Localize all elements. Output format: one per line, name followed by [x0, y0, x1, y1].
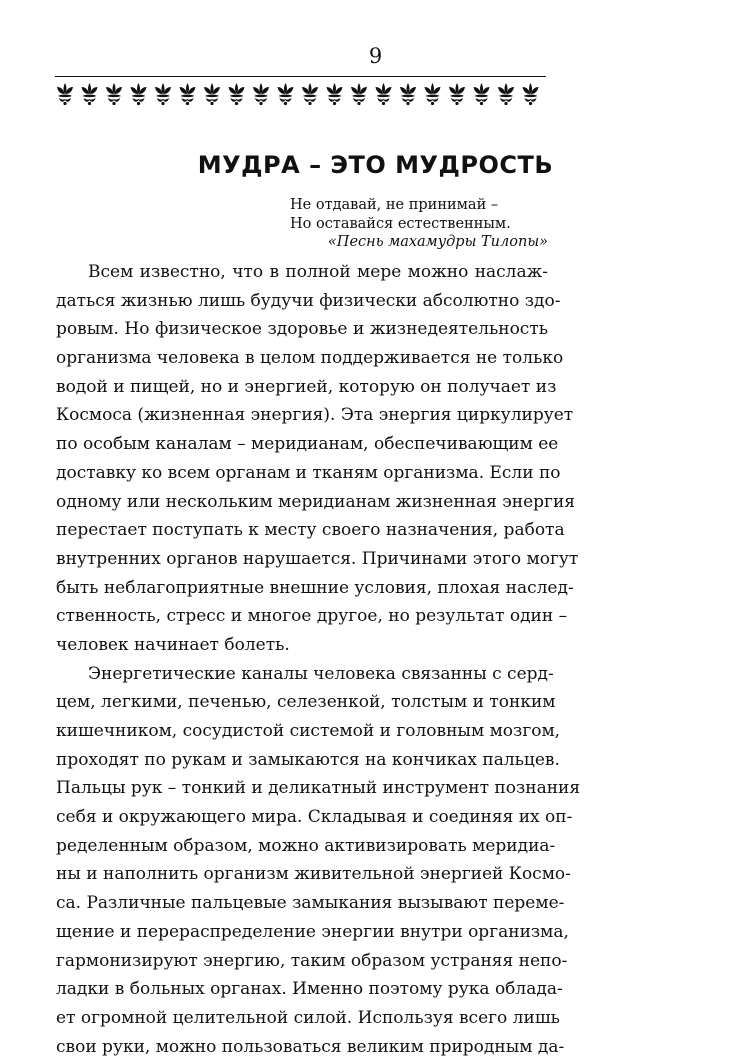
paragraph-line: Всем известно, что в полной мере можно наслаж- — [88, 262, 548, 282]
ornament-motifs — [57, 83, 539, 105]
ornament-band — [55, 81, 546, 107]
paragraph-line: быть неблагоприятные внешние условия, плохая наслед- — [56, 577, 574, 598]
paragraph-line: гармонизируют энергию, таким образом устраняя непо- — [56, 950, 568, 971]
paragraph-line: ственность, стресс и многое другое, но результат один – — [56, 606, 568, 627]
paragraph-line: Пальцы рук – тонкий и деликатный инструмент познания — [56, 778, 581, 799]
paragraph-line: человек начинает болеть. — [56, 634, 290, 655]
paragraph-line: свои руки, можно пользоваться великим природным да- — [56, 1036, 565, 1057]
paragraph-line: ределенным образом, можно активизировать меридиа- — [56, 835, 556, 856]
header-rule — [55, 76, 546, 77]
paragraph-line: са. Различные пальцевые замыкания вызывают переме- — [56, 893, 565, 914]
paragraph-line: доставку ко всем органам и тканям организма. Если по — [56, 462, 561, 483]
paragraph-line: Энергетические каналы человека связанны с серд- — [88, 663, 554, 684]
epigraph-line: Но оставайся естественным. — [290, 215, 511, 232]
epigraph-source: «Песнь махамудры Тилопы» — [327, 234, 548, 250]
chapter-title: МУДРА – ЭТО МУДРОСТЬ — [197, 151, 554, 179]
page-number: 9 — [368, 44, 383, 68]
paragraph-line: организма человека в целом поддерживается не только — [56, 348, 564, 369]
body-text — [56, 258, 581, 1061]
paragraph-line: щение и перераспределение энергии внутри организма, — [56, 921, 569, 942]
paragraph-line: ны и наполнить организм живительной энергией Космо- — [56, 864, 571, 885]
epigraph — [290, 196, 548, 252]
paragraph-line: водой и пищей, но и энергией, которую он получает из — [56, 376, 557, 397]
paragraph-line: цем, легкими, печенью, селезенкой, толстым и тонким — [56, 692, 556, 713]
paragraph-line: внутренних органов нарушается. Причинами этого могут — [56, 548, 579, 569]
paragraph-line: проходят по рукам и замыкаются на кончиках пальцев. — [56, 749, 560, 770]
paragraph-line: ет огромной целительной силой. Используя всего лишь — [56, 1007, 560, 1028]
epigraph-line: Не отдавай, не принимай – — [290, 197, 499, 213]
paragraph-line: Космоса (жизненная энергия). Эта энергия циркулирует — [56, 405, 574, 426]
paragraph-line: кишечником, сосудистой системой и головным мозгом, — [56, 721, 561, 741]
paragraph-line: по особым каналам – меридианам, обеспечивающим ее — [56, 434, 559, 455]
paragraph-line: одному или нескольким меридианам жизненная энергия — [56, 491, 576, 512]
paragraph-line: ровым. Но физическое здоровье и жизнедеятельность — [56, 319, 548, 340]
paragraph-line: себя и окружающего мира. Складывая и соединяя их оп- — [56, 807, 573, 828]
paragraph-line: ладки в больных органах. Именно поэтому рука облада- — [56, 979, 563, 1000]
paragraph-line: перестает поступать к месту своего назначения, работа — [56, 520, 565, 541]
paragraph-line: даться жизнью лишь будучи физически абсолютно здо- — [56, 290, 561, 311]
